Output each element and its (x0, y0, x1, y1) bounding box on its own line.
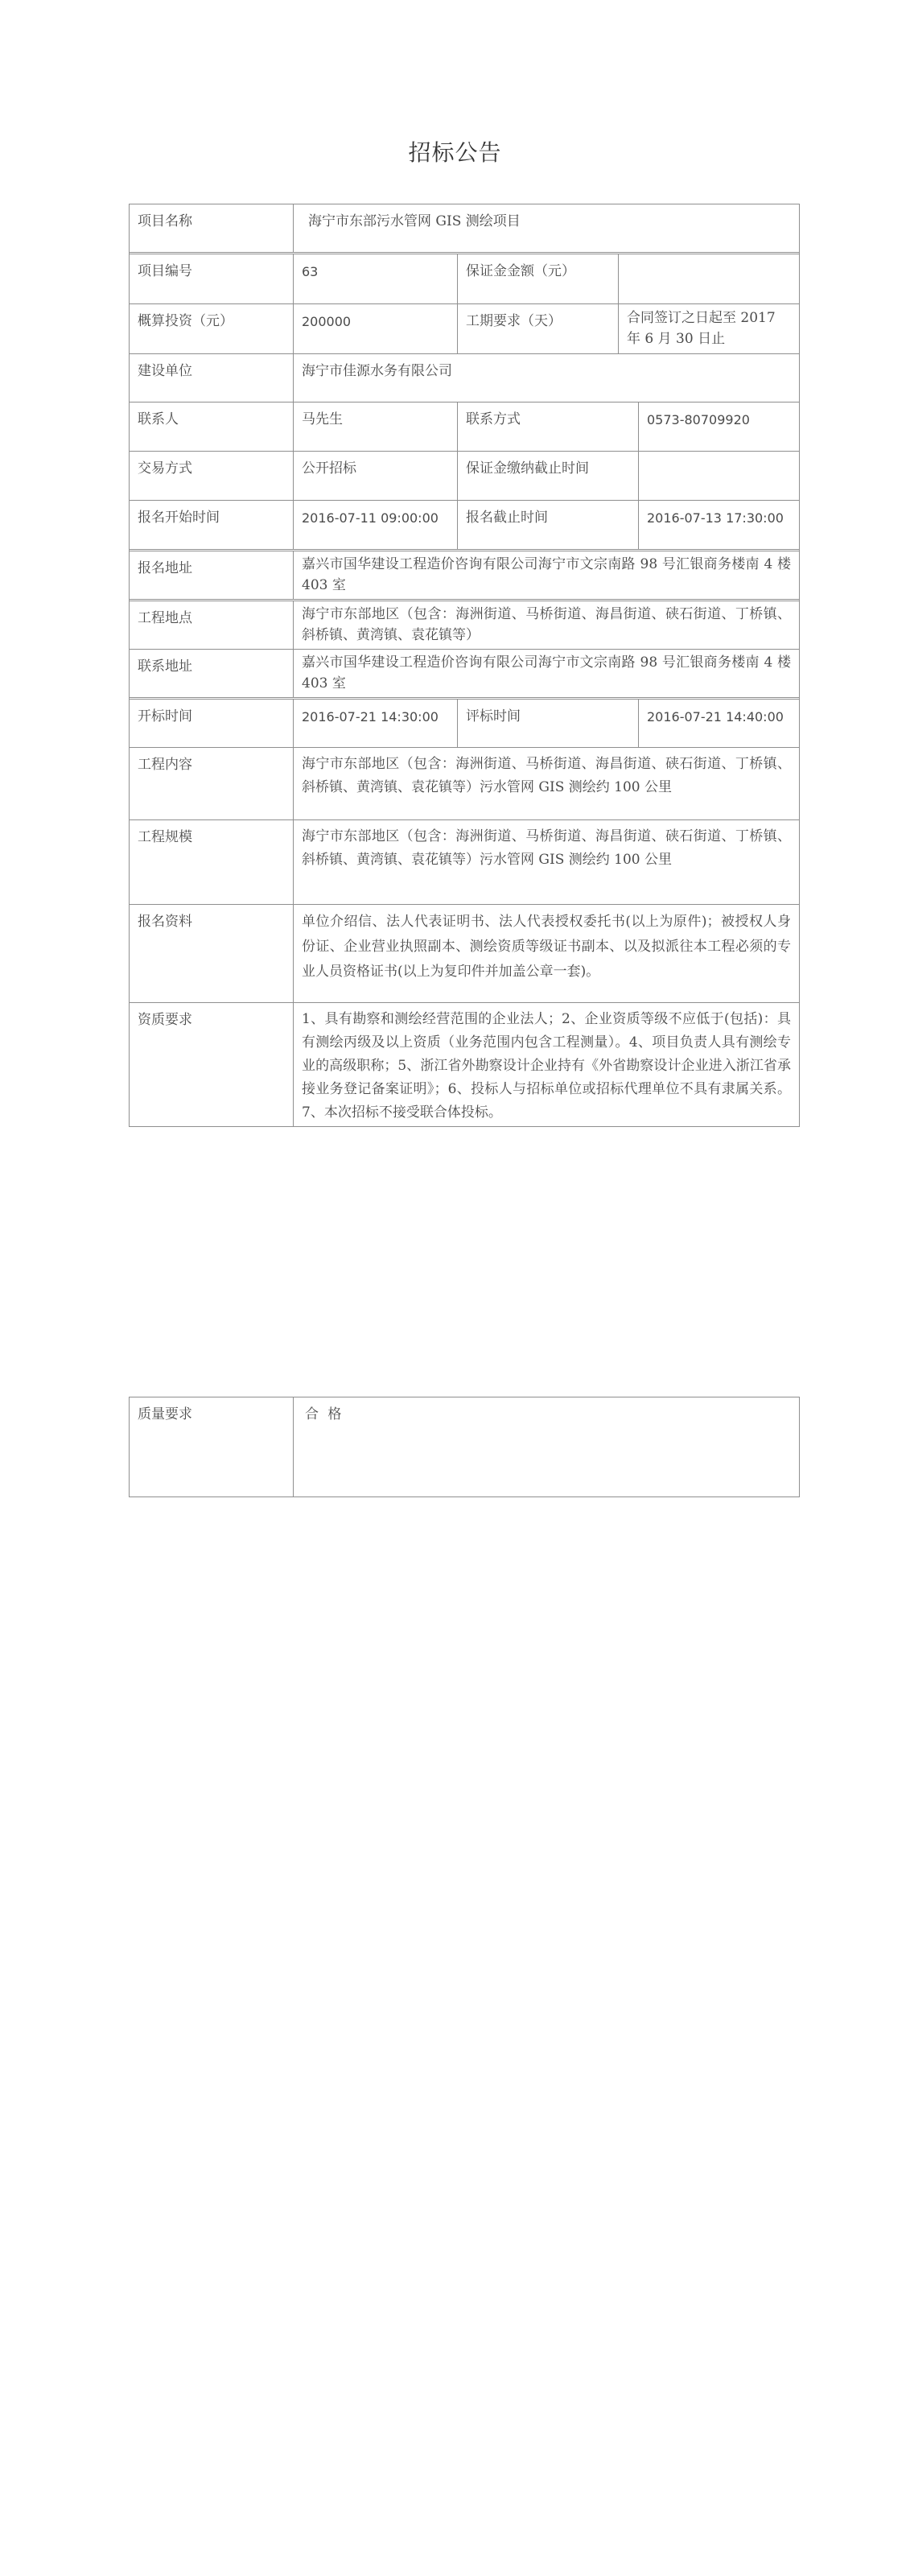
document-title: 招标公告 (408, 139, 502, 166)
deposit-value (619, 254, 799, 303)
table-row (130, 1003, 799, 1126)
reg-start-label: 报名开始时间 (130, 501, 294, 549)
site-label: 工程地点 (130, 601, 294, 649)
reg-addr-value: 嘉兴市国华建设工程造价咨询有限公司海宁市文宗南路 98 号汇银商务楼南 4 楼 403 室 (302, 556, 791, 593)
table-row (130, 1397, 799, 1496)
scale-label: 工程规模 (130, 820, 294, 904)
budget-value: 200000 (294, 304, 458, 353)
period-label: 工期要求（天） (458, 304, 619, 353)
builder-value: 海宁市佳源水务有限公司 (302, 363, 452, 379)
builder-label: 建设单位 (130, 354, 294, 402)
trade-value: 公开招标 (294, 452, 458, 500)
phone-label: 联系方式 (458, 402, 639, 451)
table-row (130, 254, 799, 304)
table-row (130, 204, 799, 254)
bid-info-table (129, 204, 800, 1127)
table-row (130, 501, 799, 551)
site-value: 海宁市东部地区（包含：海洲街道、马桥街道、海昌街道、硖石街道、丁桥镇、斜桥镇、黄湾镇、袁花镇等） (302, 606, 791, 643)
qualification-value: 1、具有勘察和测绘经营范围的企业法人；2、企业资质等级不应低于(包括)：具有测绘丙级及以上资质（业务范围内包含工程测量）。4、项目负责人具有测绘专业的高级职称；5、浙江省外勘察设计企业持有《外省勘察设计企业进入浙江省承接业务登记备案证明》；6、投标人与招标单位或招标代理单位不具有隶属关系。7、本次招标不接受联合体投标。 (302, 1011, 791, 1121)
open-time-value: 2016-07-21 14:30:00 (294, 700, 458, 747)
reg-end-value: 2016-07-13 17:30:00 (647, 510, 784, 526)
table-row (130, 748, 799, 820)
quality-value: 合 格 (305, 1406, 344, 1422)
table-row (130, 452, 799, 501)
scale-value: 海宁市东部地区（包含：海洲街道、马桥街道、海昌街道、硖石街道、丁桥镇、斜桥镇、黄湾镇、袁花镇等）污水管网 GIS 测绘约 100 公里 (302, 828, 791, 868)
open-time-label: 开标时间 (130, 700, 294, 747)
materials-label: 报名资料 (130, 905, 294, 1002)
budget-label: 概算投资（元） (130, 304, 294, 353)
table-row (130, 601, 799, 650)
reg-start-value: 2016-07-11 09:00:00 (294, 501, 458, 549)
trade-label: 交易方式 (130, 452, 294, 500)
table-row (130, 650, 799, 700)
table-row (130, 905, 799, 1003)
reg-end-label: 报名截止时间 (458, 501, 639, 549)
eval-time-label: 评标时间 (458, 700, 639, 747)
period-value: 合同签订之日起至 2017 年 6 月 30 日止 (627, 310, 776, 347)
project-name-value: 海宁市东部污水管网 GIS 测绘项目 (308, 213, 521, 229)
content-label: 工程内容 (130, 748, 294, 819)
project-no-value: 63 (294, 254, 458, 303)
contact-label: 联系人 (130, 402, 294, 451)
contact-addr-label: 联系地址 (130, 650, 294, 697)
deposit-deadline-label: 保证金缴纳截止时间 (458, 452, 639, 500)
table-row (130, 700, 799, 748)
content-value: 海宁市东部地区（包含：海洲街道、马桥街道、海昌街道、硖石街道、丁桥镇、斜桥镇、黄湾镇、袁花镇等）污水管网 GIS 测绘约 100 公里 (302, 756, 791, 795)
table-row (130, 304, 799, 354)
deposit-label: 保证金金额（元） (458, 254, 619, 303)
table-row (130, 551, 799, 601)
table-row (130, 402, 799, 452)
table-row (130, 820, 799, 905)
table-row (130, 354, 799, 402)
reg-addr-label: 报名地址 (130, 551, 294, 599)
quality-table (129, 1397, 800, 1497)
project-no-label: 项目编号 (130, 254, 294, 303)
materials-value: 单位介绍信、法人代表证明书、法人代表授权委托书(以上为原件)；被授权人身份证、企业营业执照副本、测绘资质等级证书副本、以及拟派往本工程必须的专业人员资格证书(以上为复印件并加盖公章一套)。 (302, 914, 791, 980)
deposit-deadline-value (639, 452, 799, 500)
quality-label: 质量要求 (130, 1397, 294, 1496)
phone-value: 0573-80709920 (647, 412, 750, 427)
eval-time-value: 2016-07-21 14:40:00 (647, 709, 784, 724)
contact-addr-value: 嘉兴市国华建设工程造价咨询有限公司海宁市文宗南路 98 号汇银商务楼南 4 楼 403 室 (302, 654, 791, 691)
contact-value: 马先生 (294, 402, 458, 451)
project-name-label: 项目名称 (130, 204, 294, 252)
qualification-label: 资质要求 (130, 1003, 294, 1126)
